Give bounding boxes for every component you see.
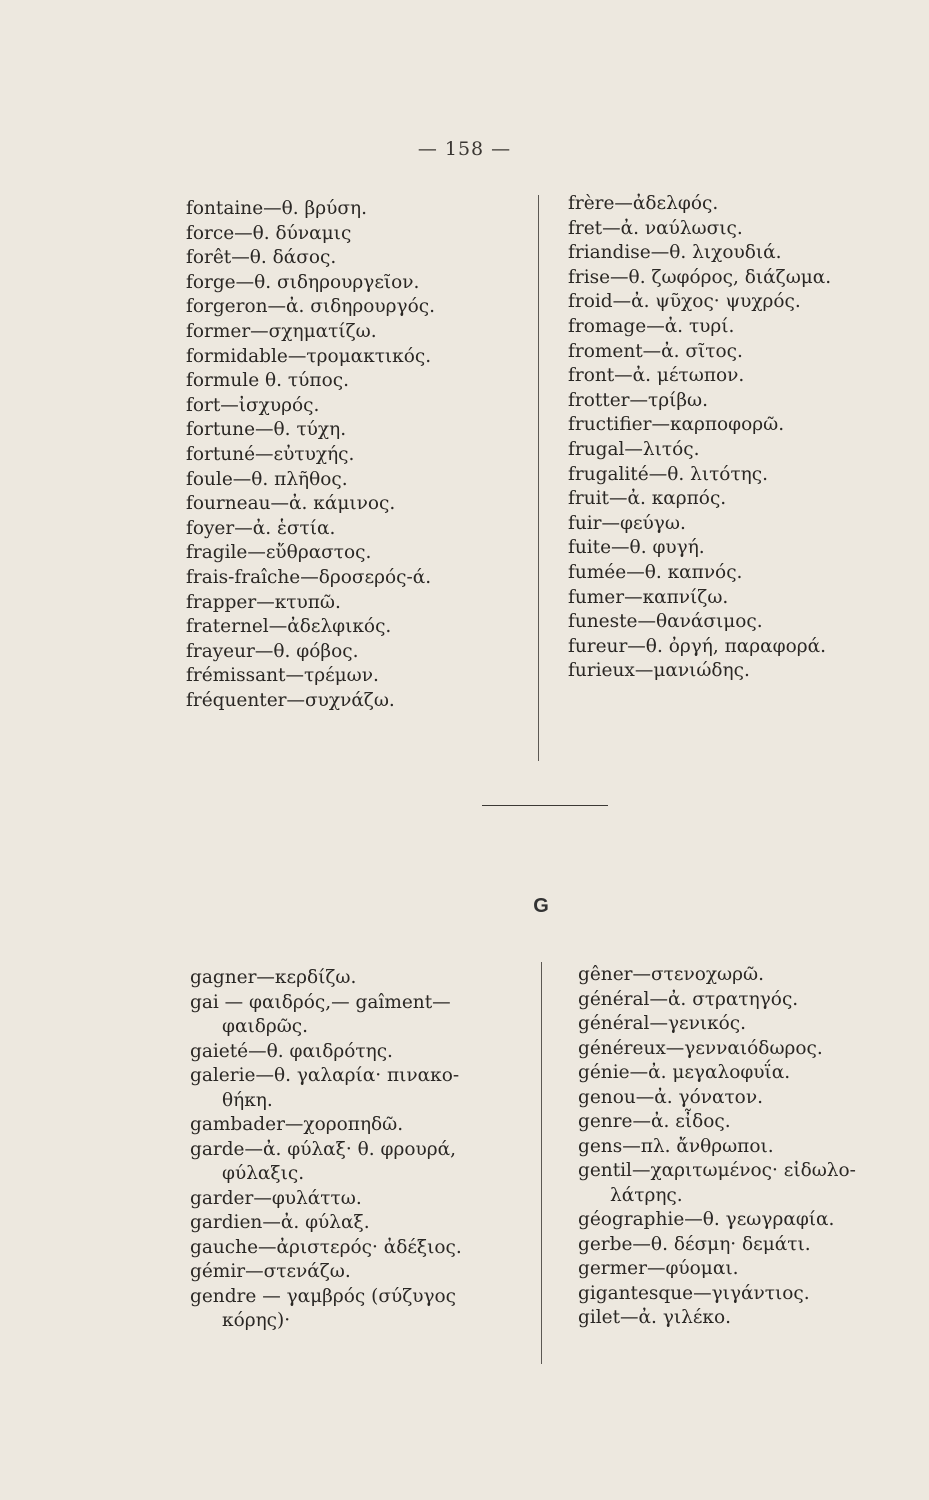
entry: forgeron—ἀ. σιδηρουργός. xyxy=(186,296,435,318)
entry: fortune—θ. τύχη. xyxy=(186,419,347,441)
entry: fontaine—θ. βρύση. xyxy=(186,198,367,219)
entry: frugalité—θ. λιτότης. xyxy=(568,463,769,485)
entry: frugal—λιτός. xyxy=(568,438,700,460)
column-g-right xyxy=(578,963,856,1331)
entry: fumée—θ. καπνός. xyxy=(568,561,743,583)
entry: fraternel—ἀδελφικός. xyxy=(186,616,392,638)
entry: gilet—ἀ. γιλέκο. xyxy=(578,1307,732,1328)
entry: formule θ. τύπος. xyxy=(186,370,349,392)
entry: gagner—κερδίζω. xyxy=(190,967,357,988)
entry: formidable—τρομακτικός. xyxy=(186,345,432,367)
column-f-right xyxy=(568,192,831,684)
entry: germer—φύομαι. xyxy=(578,1258,739,1279)
entry-continuation: κόρης)· xyxy=(222,1310,291,1331)
entry: funeste—θανάσιμος. xyxy=(568,611,763,633)
entry: galerie—θ. γαλαρία· πινακο- xyxy=(190,1065,460,1086)
entry: forge—θ. σιδηρουργεῖον. xyxy=(186,271,420,293)
entry: gauche—ἀριστερός· ἀδέξιος. xyxy=(190,1236,462,1258)
column-f-left xyxy=(186,197,435,713)
entry: front—ἀ. μέτωπον. xyxy=(568,365,745,387)
section-heading: G xyxy=(533,895,549,917)
entry: forêt—θ. δάσος. xyxy=(186,247,337,269)
entry: gai — φαιδρός,— gaîment— xyxy=(190,991,451,1013)
entry: frayeur—θ. φόβος. xyxy=(186,640,359,662)
entry: fourneau—ἀ. κάμινος. xyxy=(186,493,396,515)
entry: fruit—ἀ. καρπός. xyxy=(568,488,727,510)
entry: froid—ἀ. ψῦχος· ψυχρός. xyxy=(568,291,801,313)
entry: gêner—στενοχωρῶ. xyxy=(578,964,764,985)
entry: frapper—κτυπῶ. xyxy=(186,591,341,613)
entry: frais-fraîche—δροσερός-ά. xyxy=(186,566,432,588)
entry: généreux—γενναιόδωρος. xyxy=(578,1037,823,1059)
entry: fuir—φεύγω. xyxy=(568,512,686,534)
entry: fret—ἀ. ναύλωσις. xyxy=(568,217,743,239)
section-separator xyxy=(482,805,608,806)
entry: gaieté—θ. φαιδρότης. xyxy=(190,1040,393,1062)
entry: fréquenter—συχνάζω. xyxy=(186,689,395,711)
entry: force—θ. δύναμις xyxy=(186,222,352,244)
entry: gémir—στενάζω. xyxy=(190,1261,351,1282)
entry: génie—ἀ. μεγαλοφυΐα. xyxy=(578,1062,791,1083)
entry: frotter—τρίβω. xyxy=(568,389,709,411)
entry: genou—ἀ. γόνατον. xyxy=(578,1086,763,1108)
entry: former—σχηματίζω. xyxy=(186,320,377,342)
entry-continuation: θήκη. xyxy=(222,1089,273,1111)
entry: friandise—θ. λιχουδιά. xyxy=(568,242,782,264)
entry: général—ἀ. στρατηγός. xyxy=(578,988,799,1010)
entry: géographie—θ. γεωγραφία. xyxy=(578,1209,835,1230)
column-divider xyxy=(541,962,542,1364)
entry-continuation: λάτρης. xyxy=(610,1184,683,1206)
entry: gendre — γαμβρός (σύζυγος xyxy=(190,1285,457,1307)
entry: frère—ἀδελφός. xyxy=(568,193,719,214)
entry: foule—θ. πλῆθος. xyxy=(186,468,348,490)
entry: gerbe—θ. δέσμη· δεμάτι. xyxy=(578,1233,811,1255)
column-divider xyxy=(538,195,539,761)
entry: foyer—ἀ. ἑστία. xyxy=(186,517,336,539)
entry: fumer—καπνίζω. xyxy=(568,586,729,608)
entry: froment—ἀ. σῖτος. xyxy=(568,340,743,362)
entry: genre—ἀ. εἶδος. xyxy=(578,1111,731,1132)
entry: fortuné—εὐτυχής. xyxy=(186,443,355,465)
entry: gentil—χαριτωμένος· εἰδωλο- xyxy=(578,1160,856,1181)
entry: fragile—εὔθραστος. xyxy=(186,542,372,564)
column-g-left xyxy=(190,966,462,1334)
entry: garder—φυλάττω. xyxy=(190,1187,362,1209)
entry: garde—ἀ. φύλαξ· θ. φρουρά, xyxy=(190,1138,456,1160)
entry: gardien—ἀ. φύλαξ. xyxy=(190,1212,370,1233)
entry: gigantesque—γιγάντιος. xyxy=(578,1282,810,1304)
entry: furieux—μανιώδης. xyxy=(568,660,750,682)
entry: frémissant—τρέμων. xyxy=(186,665,379,687)
entry: gambader—χοροπηδῶ. xyxy=(190,1114,404,1135)
entry: fort—ἰσχυρός. xyxy=(186,394,320,416)
entry-continuation: φύλαξις. xyxy=(222,1163,305,1184)
entry-continuation: φαιδρῶς. xyxy=(222,1016,309,1037)
page-number: — 158 — xyxy=(417,138,512,160)
entry: général—γενικός. xyxy=(578,1013,747,1034)
entry: gens—πλ. ἄνθρωποι. xyxy=(578,1135,774,1157)
entry: fuite—θ. φυγή. xyxy=(568,537,705,559)
entry: fructifier—καρποφορῶ. xyxy=(568,414,785,436)
entry: frise—θ. ζωφόρος, διάζωμα. xyxy=(568,266,832,288)
entry: fromage—ἀ. τυρί. xyxy=(568,315,735,337)
entry: fureur—θ. ὀργή, παραφορά. xyxy=(568,635,826,657)
